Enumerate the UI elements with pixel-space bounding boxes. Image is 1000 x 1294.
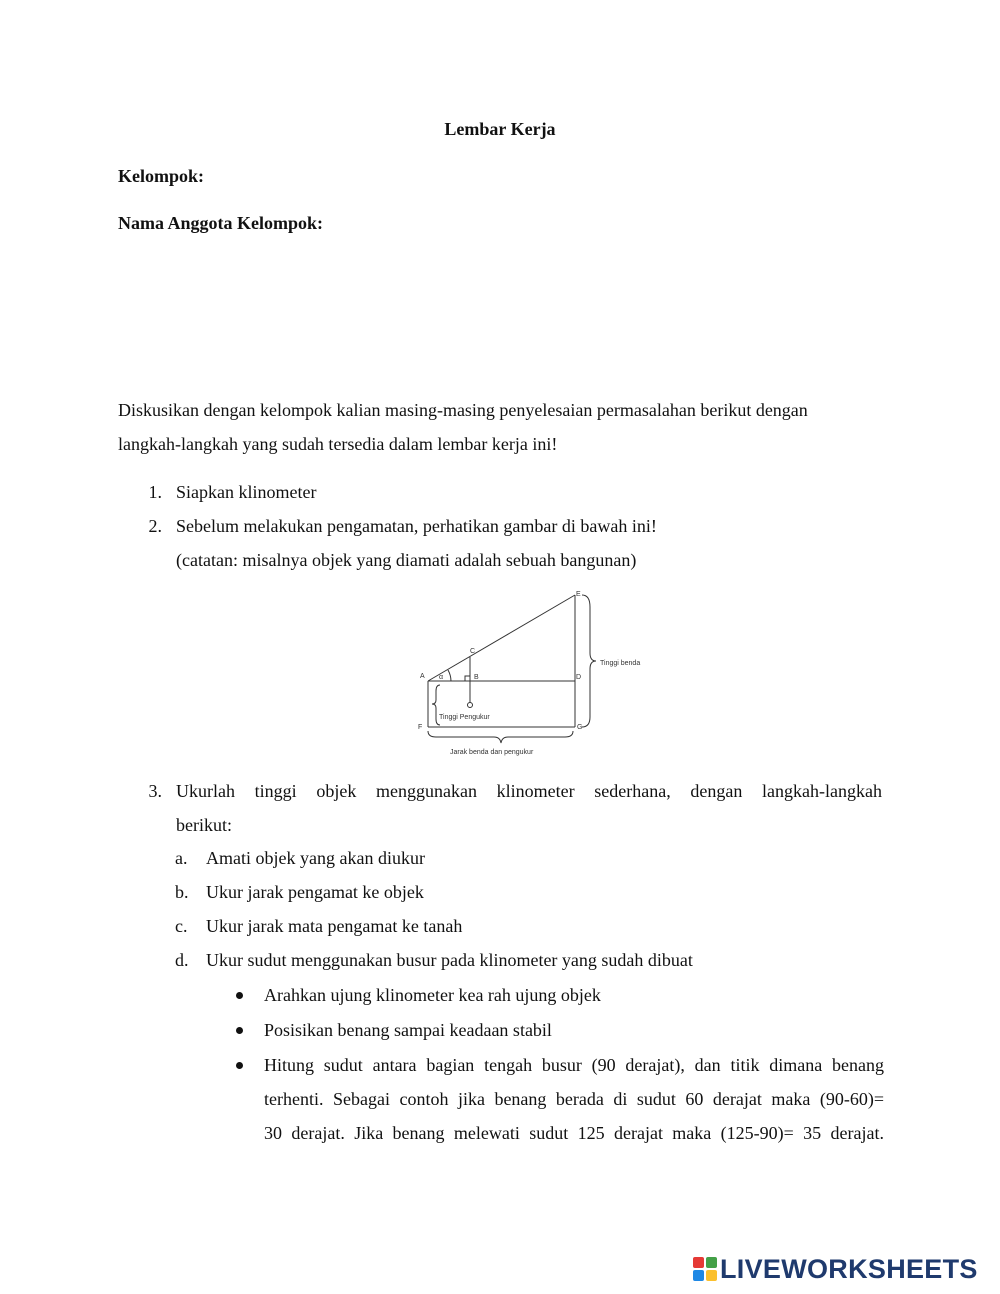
sight-line <box>428 595 575 681</box>
members-label: Nama Anggota Kelompok: <box>118 213 324 233</box>
bullet-icon <box>236 992 246 1002</box>
distance-label: Jarak benda dan pengukur <box>450 749 534 756</box>
bullet-text-3 <box>264 1048 884 1150</box>
page-title: Lembar Kerja <box>444 119 556 139</box>
step-text-1: Siapkan klinometer <box>176 482 317 502</box>
step-number-3: 3. <box>148 781 162 801</box>
intro-paragraph <box>118 393 888 461</box>
liveworksheets-logo <box>693 1252 993 1286</box>
alpha-label: α <box>439 674 444 681</box>
substep-label-a: a. <box>175 848 188 868</box>
step-note-2: (catatan: misalnya objek yang diamati adalah sebuah bangunan) <box>176 550 637 570</box>
point-f-label: F <box>418 724 423 731</box>
bullet-icon <box>236 1027 246 1037</box>
observer-height-label: Tinggi Pengukur <box>439 714 490 721</box>
substep-text-d: Ukur sudut menggunakan busur pada klinometer yang sudah dibuat <box>206 950 693 970</box>
bullet-3-line-1: Hitung sudut antara bagian tengah busur (90 derajat), dan titik dimana benang <box>264 1055 884 1075</box>
step-number-1: 1. <box>148 482 162 502</box>
point-g-label: G <box>577 724 583 731</box>
plumb-weight <box>468 703 473 708</box>
substep-label-c: c. <box>175 916 188 936</box>
point-e-label: E <box>576 591 581 598</box>
substep-text-c: Ukur jarak mata pengamat ke tanah <box>206 916 463 936</box>
point-b-label: B <box>474 674 479 681</box>
point-a-label: A <box>420 673 425 680</box>
substep-label-d: d. <box>175 950 189 970</box>
distance-brace <box>428 731 573 743</box>
liveworksheets-logo-icon <box>693 1257 717 1281</box>
group-label: Kelompok: <box>118 166 205 186</box>
substep-text-b: Ukur jarak pengamat ke objek <box>206 882 424 902</box>
bullet-icon <box>236 1062 246 1072</box>
step-text-2: Sebelum melakukan pengamatan, perhatikan gambar di bawah ini! <box>176 516 657 536</box>
object-height-label: Tinggi benda <box>600 660 641 667</box>
intro-line-1: Diskusikan dengan kelompok kalian masing-masing penyelesaian permasalahan berikut dengan <box>118 400 808 420</box>
angle-arc <box>448 670 451 681</box>
object-height-brace <box>582 595 596 727</box>
intro-line-2: langkah-langkah yang sudah tersedia dalam lembar kerja ini! <box>118 434 558 454</box>
liveworksheets-logo-text: LIVEWORKSHEETS <box>720 1253 978 1284</box>
bullet-3-line-2: terhenti. Sebagai contoh jika benang berada di sudut 60 derajat maka (90-60)= <box>264 1089 884 1109</box>
step-3-line-2: berikut: <box>176 815 232 835</box>
bullet-text-1: Arahkan ujung klinometer kea rah ujung objek <box>264 985 601 1005</box>
step-text-3 <box>176 774 882 842</box>
point-c-label: C <box>470 648 476 655</box>
step-3-line-1: Ukurlah tinggi objek menggunakan klinometer sederhana, dengan langkah-langkah <box>176 781 882 801</box>
bullet-3-line-3: 30 derajat. Jika benang melewati sudut 125 derajat maka (125-90)= 35 derajat. <box>264 1123 884 1143</box>
bullet-text-2: Posisikan benang sampai keadaan stabil <box>264 1020 552 1040</box>
substep-text-a: Amati objek yang akan diukur <box>206 848 425 868</box>
right-angle-mark <box>465 676 470 681</box>
step-number-2: 2. <box>148 516 162 536</box>
point-d-label: D <box>576 674 582 681</box>
clinometer-diagram <box>410 585 660 760</box>
substep-label-b: b. <box>175 882 189 902</box>
